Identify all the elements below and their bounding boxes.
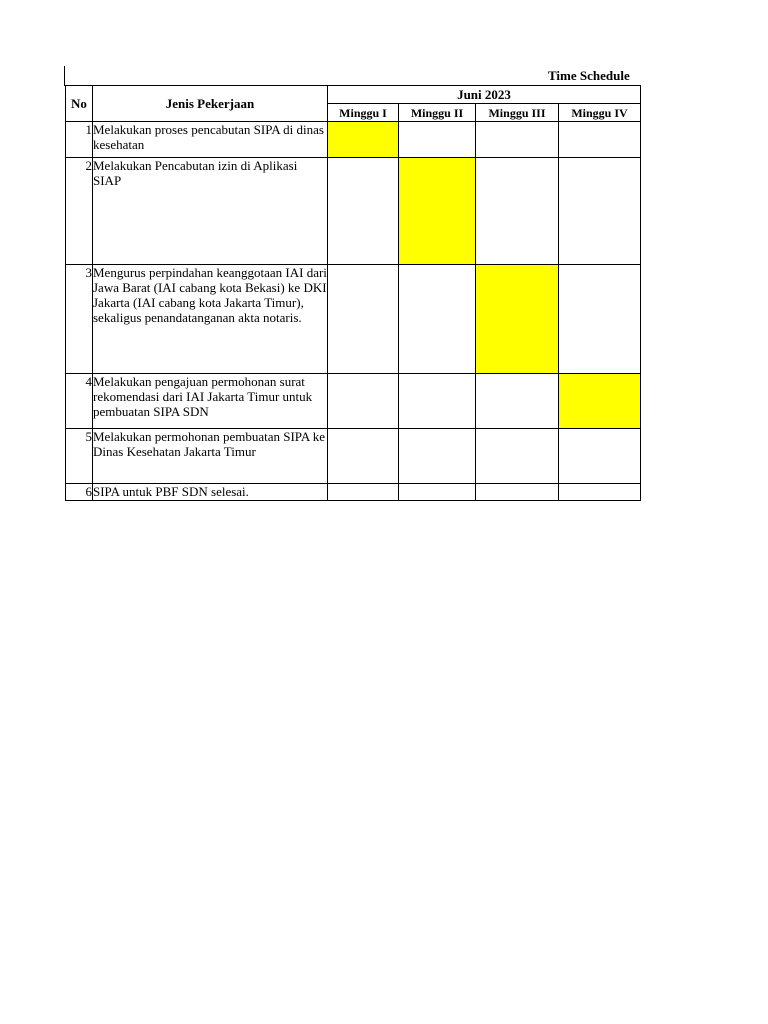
week-cell-highlighted — [399, 158, 476, 265]
row-number: 2 — [66, 158, 93, 265]
week-cell-highlighted — [328, 122, 399, 158]
table-row — [66, 158, 641, 265]
week-cell — [328, 158, 399, 265]
header-month: Juni 2023 — [328, 86, 641, 104]
task-description: Melakukan permohonan pembuatan SIPA ke Dinas Kesehatan Jakarta Timur — [93, 429, 328, 484]
table-row — [66, 122, 641, 158]
header-week-4: Minggu IV — [559, 104, 641, 122]
week-cell — [328, 484, 399, 501]
schedule-title: Time Schedule — [548, 68, 630, 83]
schedule-table — [65, 85, 641, 501]
week-cell — [328, 265, 399, 374]
week-cell — [476, 122, 559, 158]
week-cell — [559, 265, 641, 374]
week-cell — [559, 122, 641, 158]
header-no: No — [66, 86, 93, 122]
task-description: Melakukan pengajuan permohonan surat rekomendasi dari IAI Jakarta Timur untuk pembuatan SIPA SDN — [93, 374, 328, 429]
week-cell — [476, 158, 559, 265]
week-cell-highlighted — [476, 265, 559, 374]
week-cell — [399, 122, 476, 158]
week-cell — [476, 484, 559, 501]
week-cell — [328, 429, 399, 484]
row-number: 4 — [66, 374, 93, 429]
week-cell — [399, 374, 476, 429]
header-week-3: Minggu III — [476, 104, 559, 122]
table-row — [66, 374, 641, 429]
table-row — [66, 429, 641, 484]
row-number: 3 — [66, 265, 93, 374]
week-cell — [399, 429, 476, 484]
week-cell — [476, 374, 559, 429]
header-job: Jenis Pekerjaan — [93, 86, 328, 122]
week-cell — [559, 429, 641, 484]
sheet-left-border — [64, 66, 65, 86]
task-description: Melakukan proses pencabutan SIPA di dinas kesehatan — [93, 122, 328, 158]
week-cell — [476, 429, 559, 484]
week-cell — [399, 484, 476, 501]
week-cell — [559, 158, 641, 265]
table-row — [66, 265, 641, 374]
row-number: 5 — [66, 429, 93, 484]
task-description: SIPA untuk PBF SDN selesai. — [93, 484, 328, 501]
week-cell — [328, 374, 399, 429]
row-number: 6 — [66, 484, 93, 501]
header-week-1: Minggu I — [328, 104, 399, 122]
task-description: Melakukan Pencabutan izin di Aplikasi SIAP — [93, 158, 328, 265]
header-week-2: Minggu II — [399, 104, 476, 122]
week-cell — [559, 484, 641, 501]
week-cell-highlighted — [559, 374, 641, 429]
week-cell — [399, 265, 476, 374]
table-row — [66, 484, 641, 501]
task-description: Mengurus perpindahan keanggotaan IAI dari Jawa Barat (IAI cabang kota Bekasi) ke DKI Jakarta (IAI cabang kota Jakarta Timur), sekaligus penandatanganan akta notaris. — [93, 265, 328, 374]
row-number: 1 — [66, 122, 93, 158]
